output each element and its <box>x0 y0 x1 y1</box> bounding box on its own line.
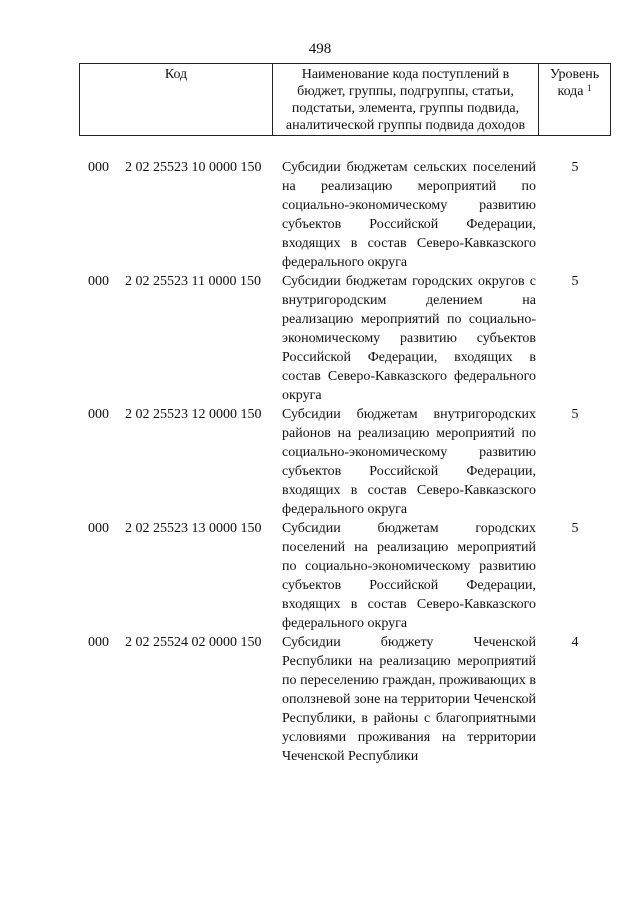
row-level: 5 <box>571 407 579 422</box>
row-name: Субсидии бюджетам городских округов с внутригородским делением на реализацию мероприятий по социально-экономическому развитию субъектов Российской Федерации, входящих в состав Северо-Кавказского федерального округа <box>282 274 536 403</box>
row-level: 5 <box>571 274 579 289</box>
table-header <box>79 63 611 136</box>
table-row <box>0 405 640 519</box>
table-row <box>0 633 640 766</box>
row-code: 2 02 25523 12 0000 150 <box>125 407 262 422</box>
footnote-marker: 1 <box>587 83 592 93</box>
table-row <box>0 272 640 405</box>
header-name: Наименование кода поступлений в бюджет, группы, подгруппы, статьи, подстатьи, элемента, группы подвида, аналитической группы подвида доходов <box>273 64 539 135</box>
row-name: Субсидии бюджетам городских поселений на реализацию мероприятий по социально-экономическому развитию субъектов Российской Федерации, входящих в состав Северо-Кавказского федерального округа <box>282 521 536 631</box>
row-admin-code: 000 <box>88 160 109 175</box>
row-name: Субсидии бюджету Чеченской Республики на реализацию мероприятий по переселению граждан, проживающих в оползневой зоне на территории Чеченской Республики, в районы с благоприятными условиями проживания на территории Чеченской Республики <box>282 635 536 764</box>
header-level <box>539 64 610 135</box>
row-level: 4 <box>571 635 579 650</box>
row-admin-code: 000 <box>88 521 109 536</box>
row-code: 2 02 25523 13 0000 150 <box>125 521 262 536</box>
row-level: 5 <box>571 521 579 536</box>
row-name: Субсидии бюджетам внутригородских районов на реализацию мероприятий по социально-экономическому развитию субъектов Российской Федерации, входящих в состав Северо-Кавказского федерального округа <box>282 407 536 517</box>
row-code: 2 02 25523 10 0000 150 <box>125 160 262 175</box>
row-code: 2 02 25524 02 0000 150 <box>125 635 262 650</box>
page-number: 498 <box>308 41 332 57</box>
header-level-label: Уровень кода <box>549 67 600 99</box>
row-admin-code: 000 <box>88 407 109 422</box>
table-body <box>0 158 640 766</box>
row-code: 2 02 25523 11 0000 150 <box>125 274 261 289</box>
table-row <box>0 158 640 272</box>
header-code: Код <box>80 64 273 135</box>
row-level: 5 <box>571 160 579 175</box>
row-admin-code: 000 <box>88 635 109 650</box>
row-admin-code: 000 <box>88 274 109 289</box>
table-row <box>0 519 640 633</box>
row-name: Субсидии бюджетам сельских поселений на реализацию мероприятий по социально-экономическому развитию субъектов Российской Федерации, входящих в состав Северо-Кавказского федерального округа <box>282 160 536 270</box>
